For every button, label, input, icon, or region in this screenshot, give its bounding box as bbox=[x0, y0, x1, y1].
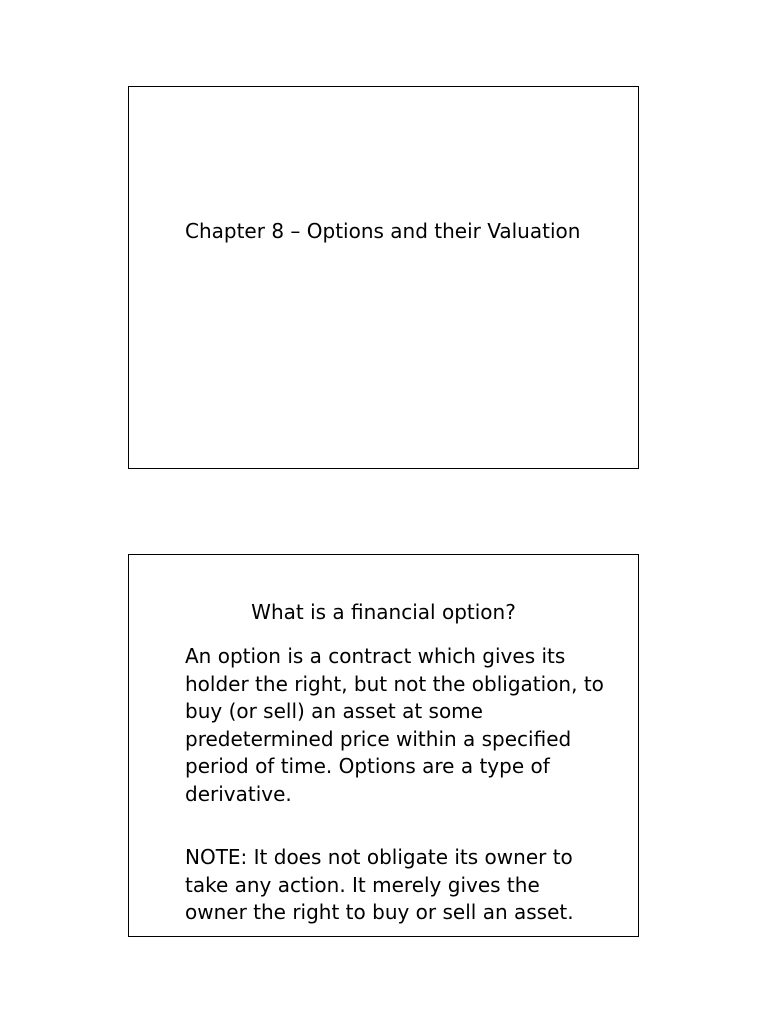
slide-2-title: What is a financial option? bbox=[251, 600, 516, 624]
text-line: An option is a contract which gives its bbox=[185, 644, 566, 668]
text-line: NOTE: It does not obligate its owner to bbox=[185, 845, 573, 869]
slide-2 bbox=[128, 554, 639, 937]
text-line: derivative. bbox=[185, 781, 292, 806]
note-paragraph bbox=[185, 844, 625, 927]
slide-1-title: Chapter 8 – Options and their Valuation bbox=[185, 219, 581, 243]
slide-1 bbox=[128, 86, 639, 469]
text-line: predetermined price within a specified bbox=[185, 726, 572, 751]
text-line: buy (or sell) an asset at some bbox=[185, 699, 483, 723]
definition-paragraph bbox=[185, 643, 625, 808]
text-line: holder the right, but not the obligation, to bbox=[185, 671, 604, 696]
text-line: take any action. It merely gives the bbox=[185, 872, 540, 897]
text-line: owner the right to buy or sell an asset. bbox=[185, 900, 574, 924]
text-line: period of time. Options are a type of bbox=[185, 754, 550, 778]
